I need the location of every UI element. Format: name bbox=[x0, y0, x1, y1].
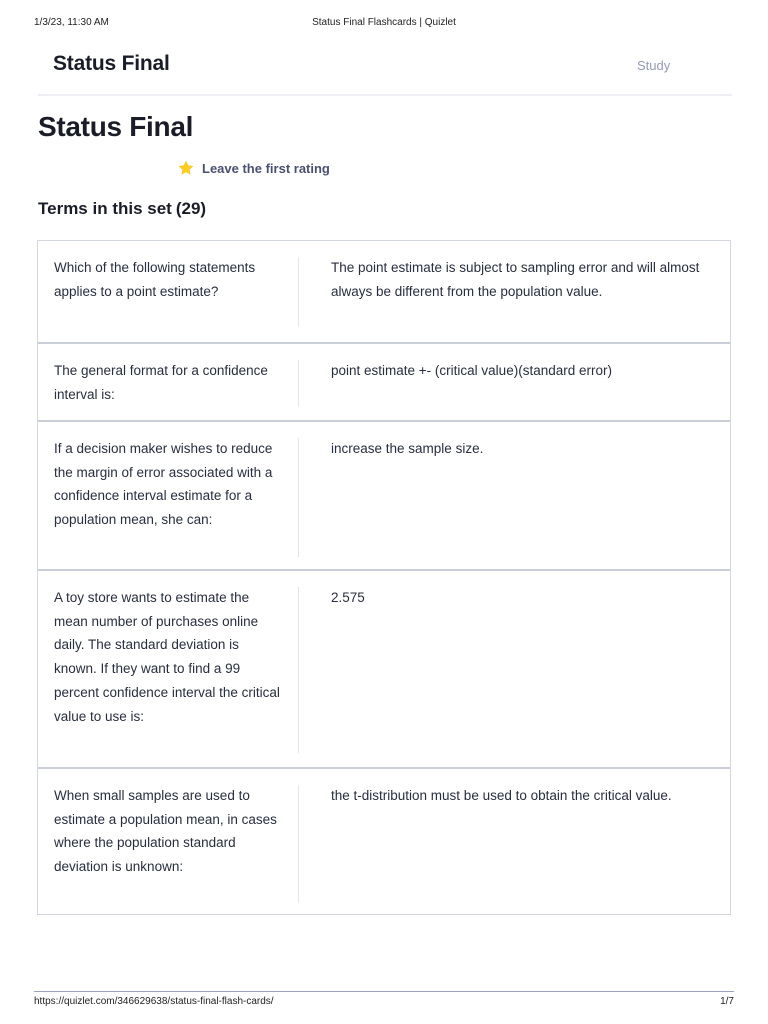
header-set-name: Status Final bbox=[53, 52, 170, 75]
row-divider bbox=[298, 360, 299, 407]
row-divider bbox=[298, 587, 299, 753]
row-divider bbox=[298, 438, 299, 557]
term-row bbox=[38, 767, 730, 914]
study-link[interactable]: Study bbox=[637, 58, 671, 73]
term-text: The general format for a confidence interval is: bbox=[54, 363, 268, 402]
definition-text: increase the sample size. bbox=[331, 441, 484, 456]
page-title: Status Final bbox=[38, 111, 194, 142]
print-page-number: 1/7 bbox=[720, 996, 734, 1007]
term-text: A toy store wants to estimate the mean number of purchases online daily. The standard deviation is known. If they want to find a 99 percent confidence interval the critical value to use is: bbox=[54, 590, 280, 724]
terms-heading bbox=[38, 199, 206, 219]
definition-text: 2.575 bbox=[331, 590, 365, 605]
term-text: Which of the following statements applies to a point estimate? bbox=[54, 260, 256, 299]
print-url: https://quizlet.com/346629638/status-final-flash-cards/ bbox=[34, 996, 274, 1007]
definition-text: point estimate +- (critical value)(standard error) bbox=[331, 363, 612, 378]
print-footer bbox=[34, 991, 734, 1010]
definition-text: the t-distribution must be used to obtain the critical value. bbox=[331, 788, 672, 803]
term-row bbox=[38, 241, 730, 343]
rating-button[interactable] bbox=[178, 158, 330, 178]
print-date: 1/3/23, 11:30 AM bbox=[34, 17, 109, 28]
term-row bbox=[38, 420, 730, 571]
term-row bbox=[38, 569, 730, 769]
term-row bbox=[38, 342, 730, 422]
row-divider bbox=[298, 785, 299, 903]
term-text: When small samples are used to estimate a population mean, in cases where the population standard deviation is unknown: bbox=[54, 788, 277, 875]
term-text: If a decision maker wishes to reduce the margin of error associated with a confidence interval estimate for a population mean, she can: bbox=[54, 441, 273, 528]
definition-text: The point estimate is subject to sampling error and will almost always be different from the population value. bbox=[331, 260, 700, 299]
set-header-bar bbox=[38, 48, 732, 96]
row-divider bbox=[298, 257, 299, 327]
print-document-title: Status Final Flashcards | Quizlet bbox=[312, 17, 456, 28]
terms-heading-label: Terms in this set bbox=[38, 199, 172, 218]
rating-label: Leave the first rating bbox=[202, 160, 330, 176]
print-header bbox=[34, 17, 734, 31]
terms-list bbox=[37, 240, 731, 915]
terms-count: (29) bbox=[175, 199, 207, 218]
star-icon bbox=[178, 160, 194, 176]
